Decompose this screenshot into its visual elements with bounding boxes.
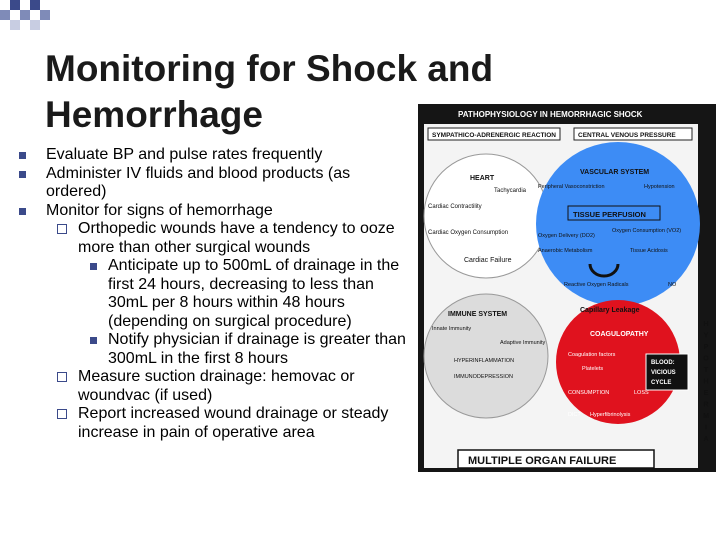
consumption-label: CONSUMPTION: [568, 390, 610, 396]
vascular-label: VASCULAR SYSTEM: [580, 169, 650, 176]
sub-bullet-text: Report increased wound drainage or steady increase in pain of operative area: [78, 405, 389, 441]
vicious-label: VICIOUS: [651, 370, 676, 376]
square-bullet-icon: [19, 152, 26, 159]
coagulation-factors-label: Coagulation factors: [568, 352, 616, 358]
contractility-label: Cardiac Contractility: [428, 204, 482, 210]
tissue-acidosis-label: Tissue Acidosis: [630, 248, 668, 254]
bullet-text: Administer IV fluids and blood products (as ordered): [46, 164, 351, 200]
sub-bullet-text: Orthopedic wounds have a tendency to ooze more than other surgical wounds: [78, 220, 395, 256]
cardiac-failure-label: Cardiac Failure: [464, 257, 512, 264]
corner-decoration: [0, 0, 60, 30]
hypothermia-label: H Y P O T H E R M I A: [703, 321, 709, 443]
reactive-oxygen-label: Reactive Oxygen Radicals: [564, 282, 629, 288]
square-bullet-icon: [90, 263, 97, 270]
hypotension-label: Hypotension: [644, 184, 675, 190]
vasoconstriction-label: Peripheral Vasoconstriction: [538, 184, 605, 190]
sub-sub-bullet-item: [16, 331, 414, 368]
tissue-perfusion-label: TISSUE PERFUSION: [573, 210, 646, 219]
capillary-leakage-label: Capillary Leakage: [580, 307, 640, 314]
sub-sub-bullet-text: Anticipate up to 500mL of drainage in the first 24 hours, decreasing to less than 30mL per 8 hours within 48 hours (depending on surgical procedure): [108, 257, 400, 330]
sub-sub-bullet-text: Notify physician if drainage is greater than 300mL in the first 8 hours: [108, 331, 406, 367]
hollow-square-bullet-icon: [57, 224, 67, 234]
square-bullet-icon: [90, 337, 97, 344]
cvp-box: CENTRAL VENOUS PRESSURE: [578, 132, 676, 139]
bullet-item: [16, 165, 414, 202]
bullet-item: [16, 146, 414, 165]
heart-label: HEART: [470, 175, 495, 182]
hyperfibrinolysis-label: Hyperfibrinolysis: [590, 412, 631, 418]
sub-bullet-item: [16, 220, 414, 257]
oxygen-consumption-label: Oxygen Consumption (VO2): [612, 228, 682, 234]
tachycardia-label: Tachycardia: [494, 188, 527, 194]
hyperinflammation-label: HYPERINFLAMMATION: [454, 358, 515, 364]
bullet-list: [16, 146, 414, 442]
immune-label: IMMUNE SYSTEM: [448, 311, 508, 318]
bullet-text: Monitor for signs of hemorrhage: [46, 201, 273, 219]
no-label: NO: [668, 282, 677, 288]
square-bullet-icon: [19, 171, 26, 178]
diagram-header: PATHOPHYSIOLOGY IN HEMORRHAGIC SHOCK: [458, 110, 643, 119]
title-line-1: Monitoring for Shock and: [45, 48, 494, 89]
title-line-2: Hemorrhage: [45, 94, 263, 135]
dic-label: DIC?: [568, 412, 581, 418]
hollow-square-bullet-icon: [57, 372, 67, 382]
hollow-square-bullet-icon: [57, 409, 67, 419]
square-bullet-icon: [19, 208, 26, 215]
coagulopathy-label: COAGULOPATHY: [590, 331, 649, 338]
bullet-text: Evaluate BP and pulse rates frequently: [46, 146, 323, 163]
mof-label: MULTIPLE ORGAN FAILURE: [468, 455, 617, 467]
innate-label: Innate Immunity: [432, 326, 472, 332]
oxygen-delivery-label: Oxygen Delivery (DO2): [538, 233, 595, 239]
platelets-label: Platelets: [582, 366, 604, 372]
adaptive-label: Adaptive Immunity: [500, 340, 546, 346]
bullet-item: [16, 202, 414, 221]
cardiac-o2-label: Cardiac Oxygen Consumption: [428, 230, 509, 236]
sub-bullet-item: [16, 405, 414, 442]
sub-bullet-text: Measure suction drainage: hemovac or woundvac (if used): [78, 368, 355, 404]
loss-label: LOSS: [634, 390, 649, 396]
anaerobic-label: Anaerobic Metabolism: [538, 248, 593, 254]
cycle-label: CYCLE: [651, 380, 672, 386]
sub-bullet-item: [16, 368, 414, 405]
immunodepression-label: IMMUNODEPRESSION: [454, 374, 513, 380]
sub-sub-bullet-item: [16, 257, 414, 331]
hemorrhagic-shock-diagram: [418, 104, 716, 472]
sympathico-box: SYMPATHICO-ADRENERGIC REACTION: [432, 132, 556, 139]
blood-label: BLOOD:: [651, 360, 675, 366]
